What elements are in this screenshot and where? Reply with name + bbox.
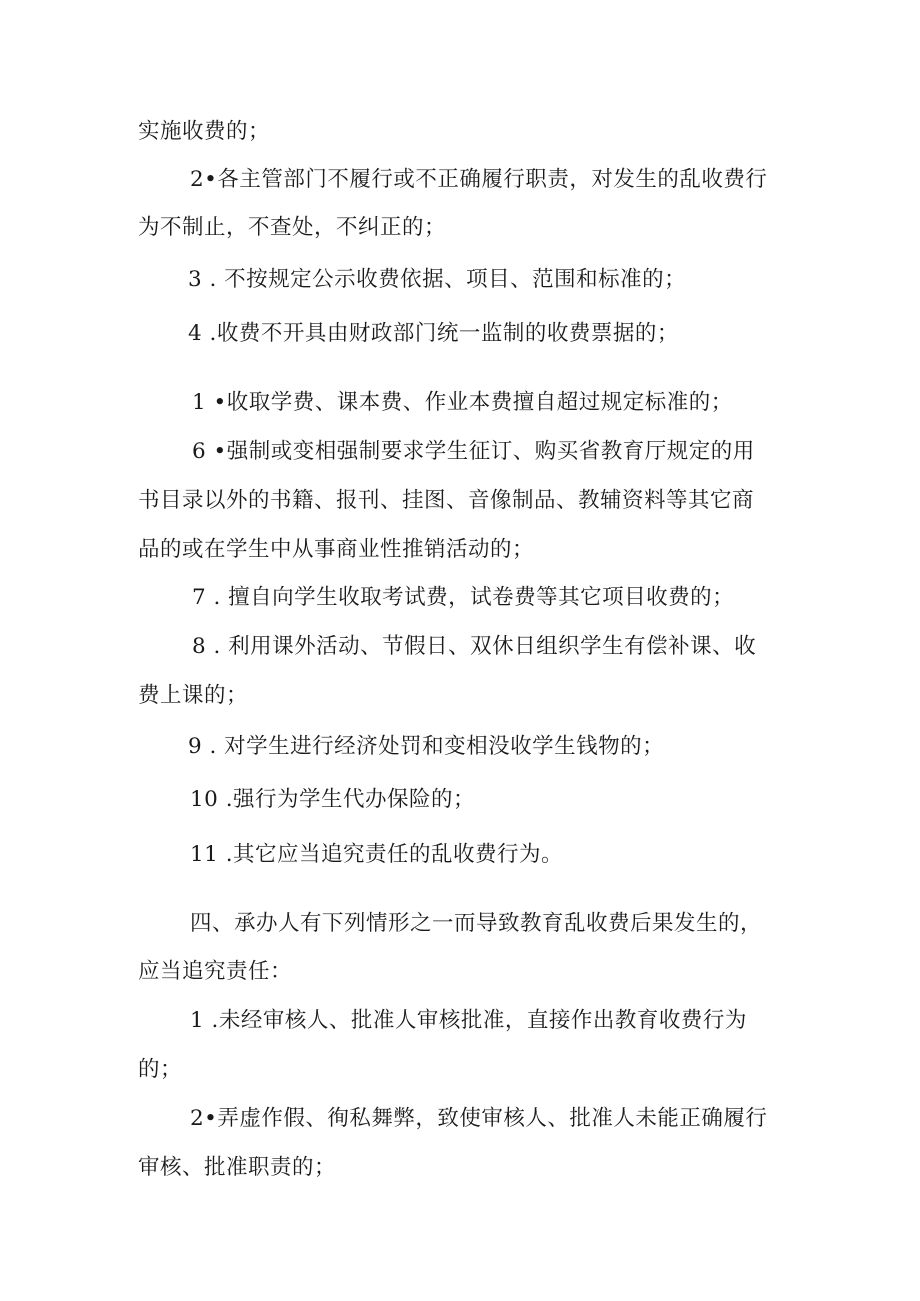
text-line: 2•弄虚作假、徇私舞弊，致使审核人、批准人未能正确履行 [190,1106,768,1131]
text-line: 1 •收取学费、课本费、作业本费擅自超过规定标准的； [192,390,733,415]
text-line: 实施收费的； [138,119,271,144]
text-line: 2•各主管部门不履行或不正确履行职责，对发生的乱收费行 [190,167,768,192]
text-line: 4 .收费不开具由财政部门统一监制的收费票据的； [188,321,679,346]
text-line: 书目录以外的书籍、报刊、挂图、音像制品、教辅资料等其它商 [138,488,755,513]
text-line: 8 . 利用课外活动、节假日、双休日组织学生有偿补课、收 [192,634,757,659]
text-line: 应当追究责任： [138,959,293,984]
text-line: 7 . 擅自向学生收取考试费，试卷费等其它项目收费的； [192,585,735,610]
text-line: 四、承办人有下列情形之一而导致教育乱收费后果发生的， [190,911,763,936]
text-line: 的； [138,1057,183,1082]
text-line: 3 . 不按规定公示收费依据、项目、范围和标准的； [188,267,687,292]
text-line: 6 •强制或变相强制要求学生征订、购买省教育厅规定的用 [192,439,755,464]
text-line: 为不制止，不查处，不纠正的； [138,215,447,240]
text-line: 1 .未经审核人、批准人审核批准，直接作出教育收费行为 [190,1008,747,1033]
text-line: 品的或在学生中从事商业性推销活动的； [138,537,535,562]
text-line: 10 .强行为学生代办保险的； [190,787,476,812]
text-line: 审核、批准职责的； [138,1155,337,1180]
text-line: 费上课的； [138,683,249,708]
text-line: 11 .其它应当追究责任的乱收费行为。 [190,842,564,867]
text-line: 9 . 对学生进行经济处罚和变相没收学生钱物的； [188,734,665,759]
